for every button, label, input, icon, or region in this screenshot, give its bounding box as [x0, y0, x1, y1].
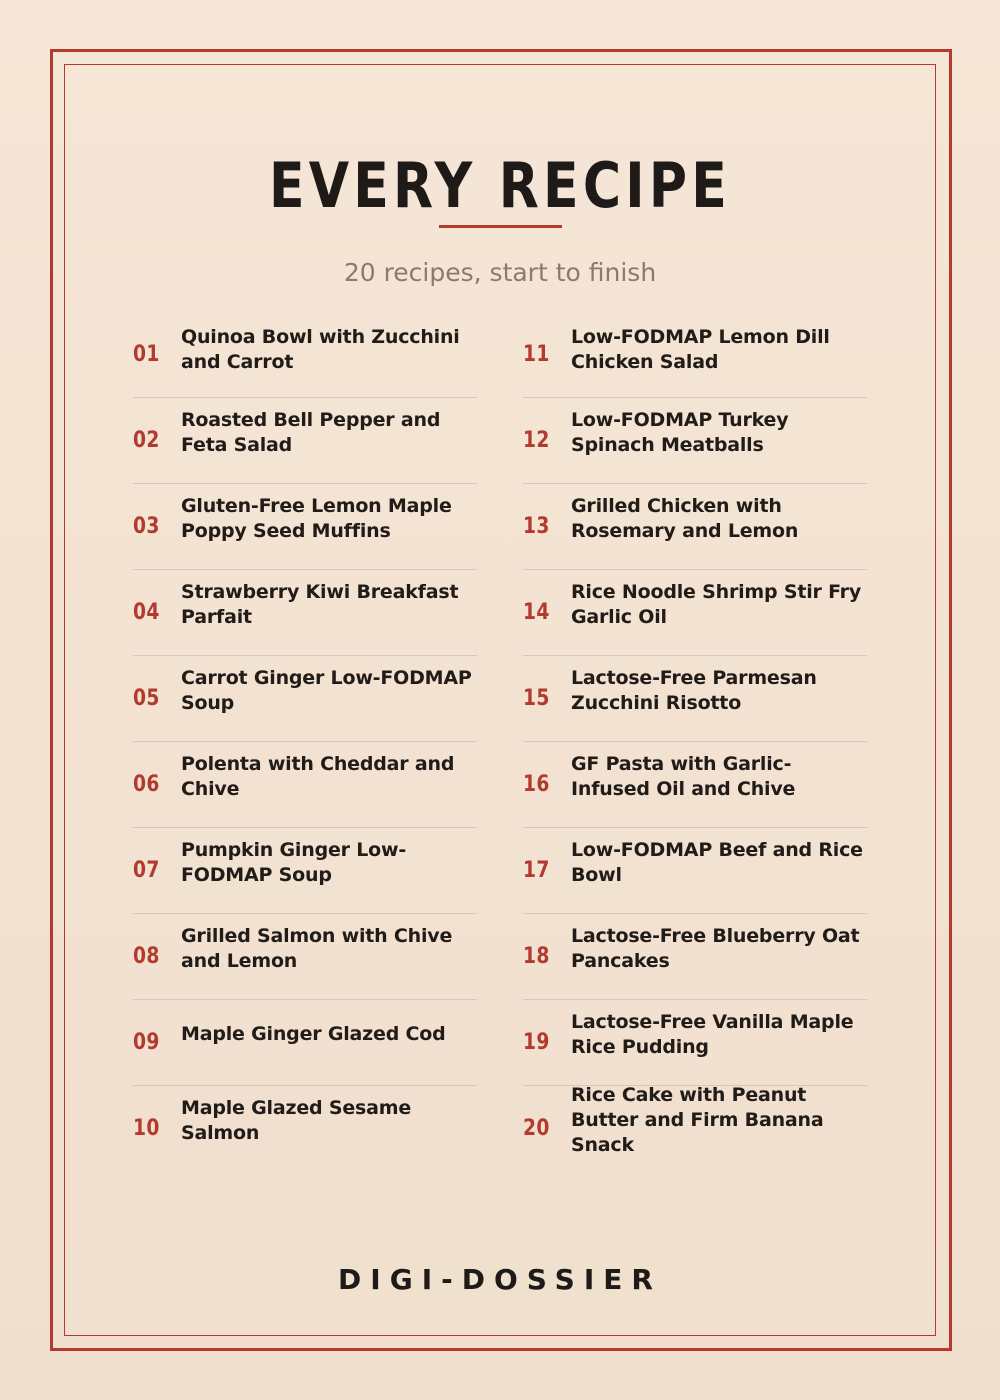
recipe-item — [523, 999, 867, 1085]
recipe-item — [523, 913, 867, 999]
recipe-number: 01 — [133, 341, 160, 367]
recipe-item — [523, 741, 867, 827]
recipe-name — [181, 1000, 477, 1085]
recipe-name — [181, 484, 477, 569]
recipe-name — [571, 656, 867, 741]
recipe-number: 02 — [133, 428, 160, 453]
recipe-name — [571, 1086, 867, 1171]
recipe-item — [133, 913, 477, 999]
recipe-number: 03 — [133, 514, 160, 539]
recipe-name — [181, 828, 477, 913]
recipe-name-text: Strawberry Kiwi Breakfast Parfait — [181, 580, 459, 628]
recipe-number: 08 — [133, 944, 160, 969]
recipe-item — [133, 999, 477, 1085]
recipe-item — [523, 1085, 867, 1171]
recipe-name — [571, 914, 867, 999]
recipe-number: 10 — [133, 1116, 160, 1141]
brand-wordmark: DIGI-DOSSIER — [338, 1263, 662, 1296]
page-title: EVERY RECIPE — [269, 149, 731, 222]
recipe-number: 17 — [523, 858, 550, 883]
recipe-number: 19 — [523, 1030, 550, 1055]
recipe-name — [571, 1000, 867, 1085]
recipe-name-text: GF Pasta with Garlic-Infused Oil and Chive — [571, 752, 796, 800]
recipe-name — [181, 656, 477, 741]
recipe-name-text: Roasted Bell Pepper and Feta Salad — [181, 408, 441, 456]
recipe-item — [523, 569, 867, 655]
recipe-name-text: Maple Glazed Sesame Salmon — [181, 1096, 412, 1144]
recipe-name-text: Grilled Chicken with Rosemary and Lemon — [571, 494, 799, 542]
recipe-number: 18 — [523, 944, 550, 969]
recipe-item — [523, 397, 867, 483]
recipe-number: 04 — [133, 600, 160, 625]
recipe-item — [523, 655, 867, 741]
recipe-name — [181, 742, 477, 827]
recipe-item — [133, 827, 477, 913]
recipe-name — [571, 742, 867, 827]
recipe-number: 20 — [523, 1116, 550, 1141]
recipe-name-text: Carrot Ginger Low-FODMAP Soup — [181, 666, 472, 714]
page-subtitle: 20 recipes, start to finish — [343, 258, 657, 287]
recipe-item — [133, 569, 477, 655]
recipe-name-text: Quinoa Bowl with Zucchini and Carrot — [181, 326, 460, 373]
recipe-name-text: Maple Ginger Glazed Cod — [181, 1023, 446, 1045]
recipe-number: 09 — [133, 1030, 160, 1055]
recipe-item — [523, 827, 867, 913]
recipe-number: 16 — [523, 772, 550, 797]
recipe-number: 07 — [133, 858, 160, 883]
recipe-name — [571, 398, 867, 483]
recipe-name — [181, 570, 477, 655]
recipe-number: 06 — [133, 772, 160, 797]
recipe-item — [133, 311, 477, 397]
recipe-name-text: Polenta with Cheddar and Chive — [181, 752, 455, 800]
recipe-name-text: Lactose-Free Blueberry Oat Pancakes — [571, 924, 860, 972]
recipe-number: 12 — [523, 428, 550, 453]
recipe-number: 15 — [523, 686, 550, 711]
recipe-name-text: Pumpkin Ginger Low-FODMAP Soup — [181, 838, 407, 886]
recipe-name-text: Lactose-Free Vanilla Maple Rice Pudding — [571, 1010, 854, 1058]
recipe-name — [571, 828, 867, 913]
recipe-item — [133, 655, 477, 741]
recipe-name-text: Lactose-Free Parmesan Zucchini Risotto — [571, 666, 817, 714]
recipe-name-text: Low-FODMAP Beef and Rice Bowl — [571, 838, 863, 886]
recipe-name — [571, 311, 867, 397]
recipe-name — [571, 484, 867, 569]
recipe-item — [133, 741, 477, 827]
recipe-name-text: Gluten-Free Lemon Maple Poppy Seed Muffins — [181, 494, 452, 542]
recipe-name-text: Low-FODMAP Turkey Spinach Meatballs — [571, 408, 789, 456]
recipe-column-left — [133, 311, 477, 1171]
recipe-item — [133, 483, 477, 569]
recipe-name — [181, 311, 477, 397]
recipe-item — [523, 483, 867, 569]
recipe-name — [181, 398, 477, 483]
recipe-number: 13 — [523, 514, 550, 539]
recipe-item — [133, 397, 477, 483]
recipe-name-text: Rice Noodle Shrimp Stir Fry Garlic Oil — [571, 580, 862, 628]
recipe-item — [133, 1085, 477, 1171]
recipe-column-right — [523, 311, 867, 1171]
recipe-number: 14 — [523, 600, 550, 625]
title-underline — [439, 225, 562, 228]
recipe-item — [523, 311, 867, 397]
recipe-name-text: Rice Cake with Peanut Butter and Firm Banana Snack — [571, 1084, 824, 1156]
recipe-name — [181, 914, 477, 999]
recipe-number: 05 — [133, 686, 160, 711]
recipe-name — [181, 1086, 477, 1171]
recipe-number: 11 — [523, 341, 550, 367]
recipe-name-text: Grilled Salmon with Chive and Lemon — [181, 924, 453, 972]
recipe-name — [571, 570, 867, 655]
recipe-name-text: Low-FODMAP Lemon Dill Chicken Salad — [571, 326, 830, 373]
